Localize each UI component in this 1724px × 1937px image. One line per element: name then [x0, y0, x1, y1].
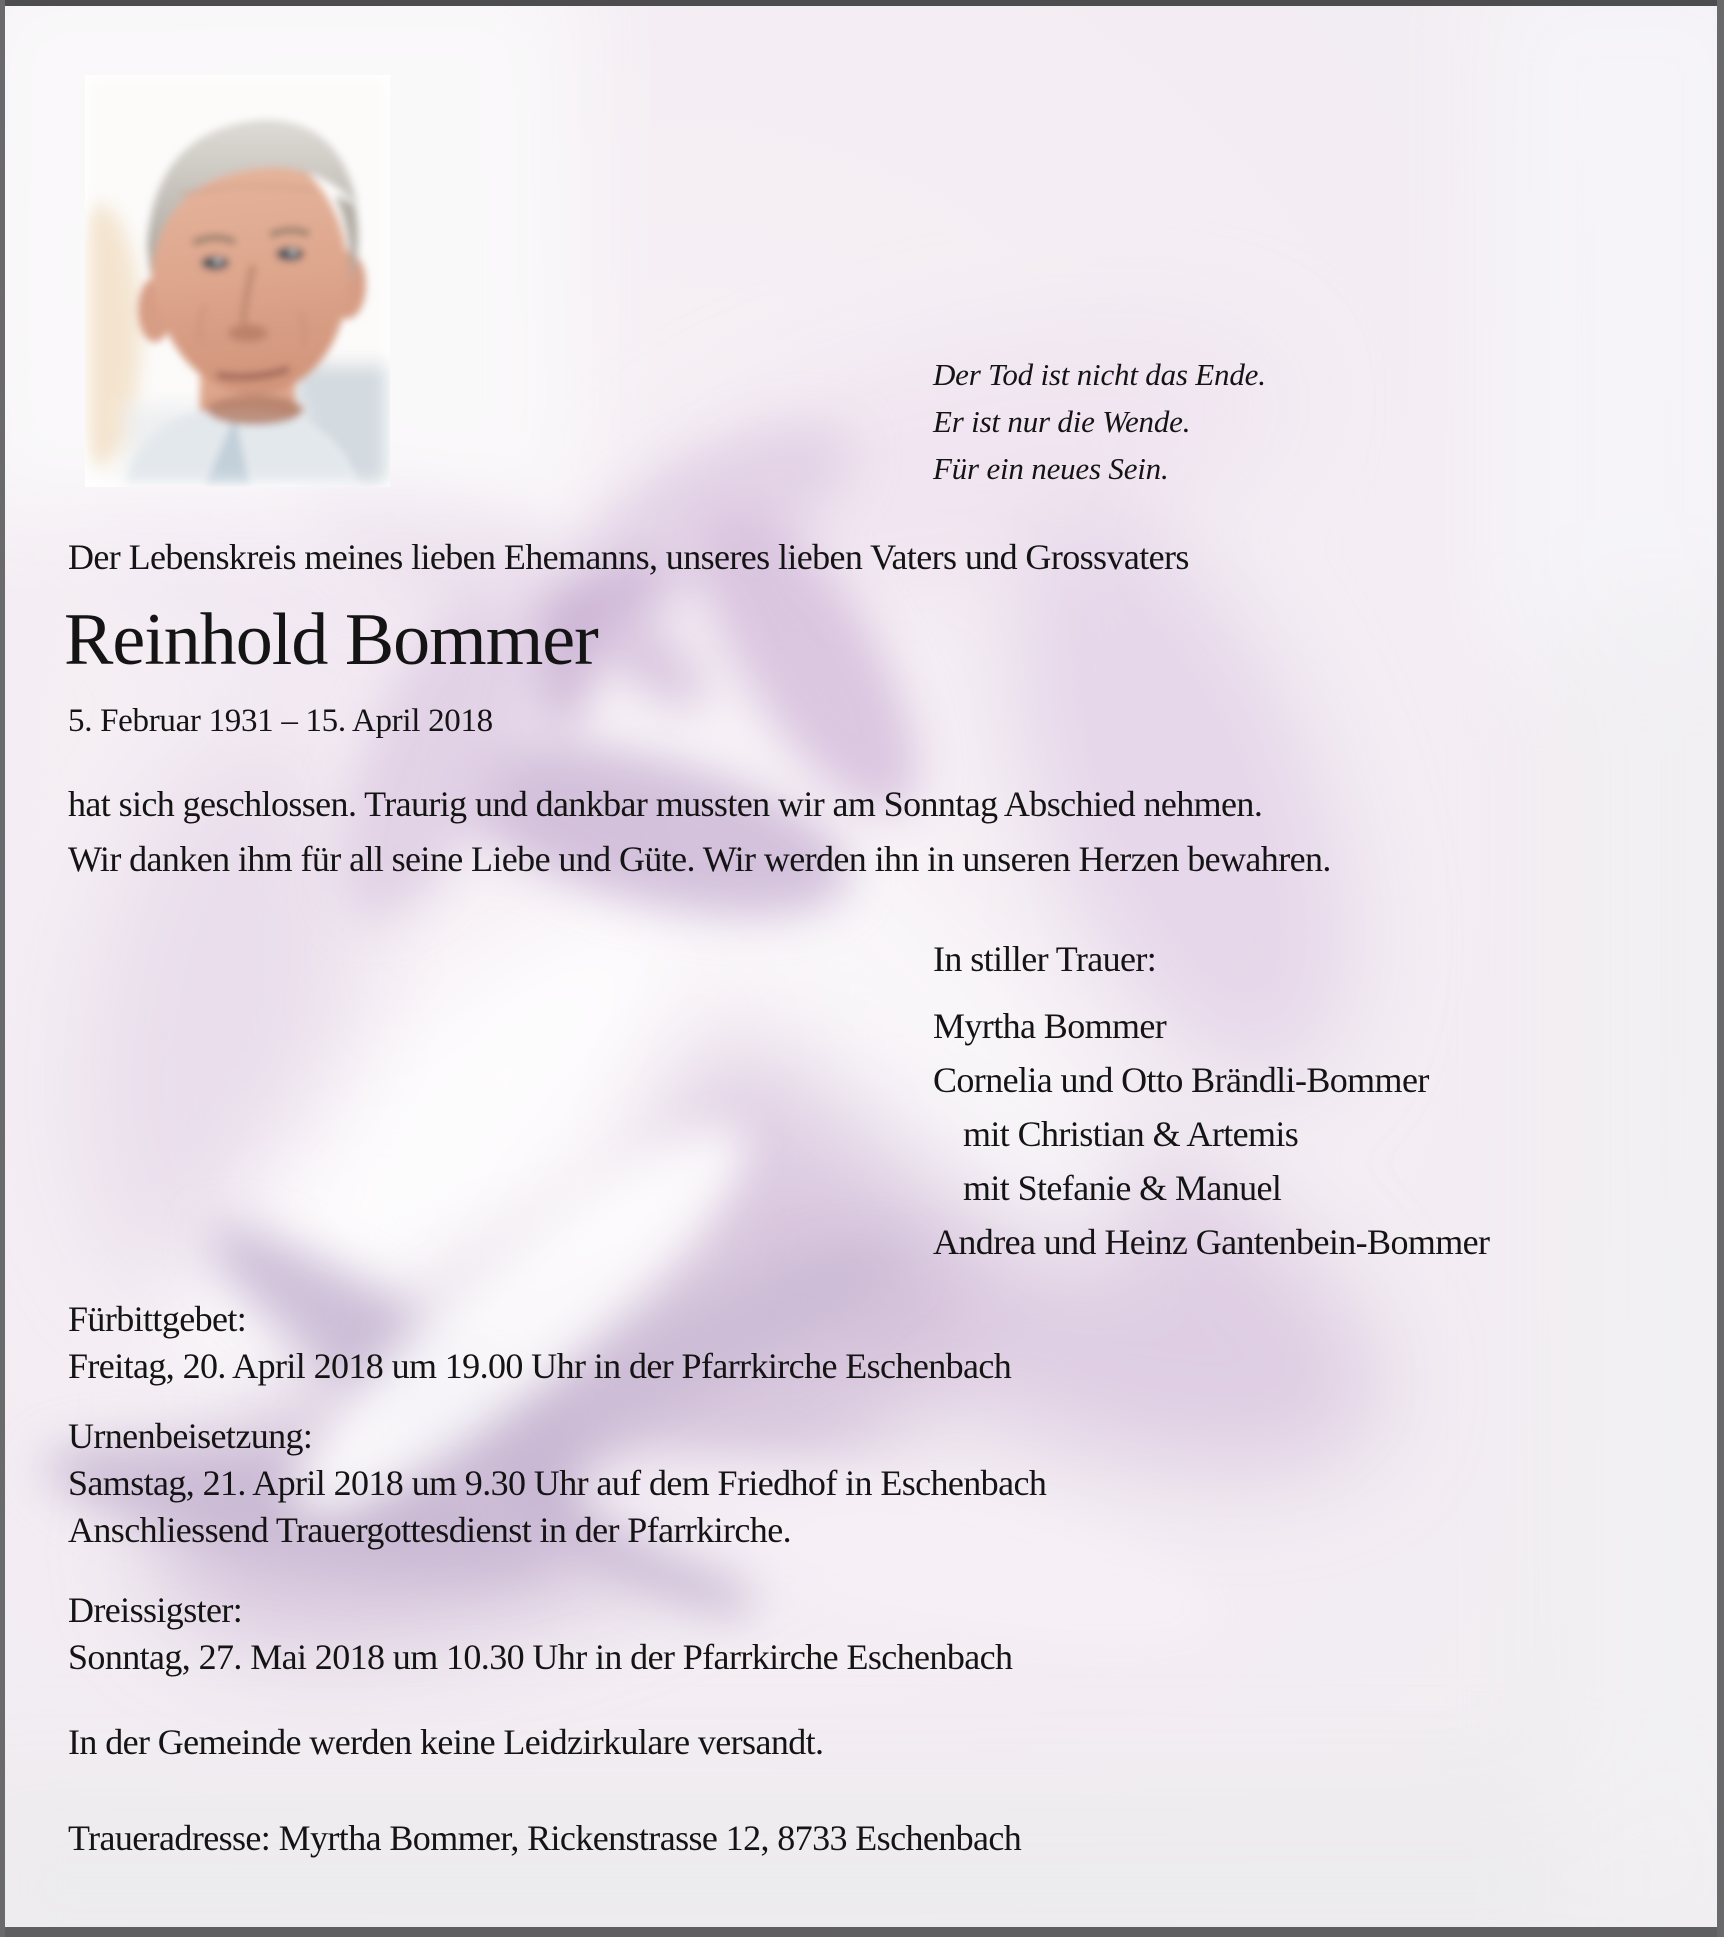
- mourners-list: [933, 999, 1489, 1269]
- scan-border-left: [0, 0, 5, 1937]
- mourner-name: Myrtha Bommer: [933, 1006, 1167, 1046]
- event-title: Dreissigster:: [68, 1590, 243, 1630]
- circular-note: In der Gemeinde werden keine Leidzirkulare versandt.: [68, 1722, 824, 1762]
- life-dates: 5. Februar 1931 – 15. April 2018: [68, 703, 493, 739]
- event-dreissigster: [68, 1587, 1012, 1681]
- event-title: Urnenbeisetzung:: [68, 1416, 313, 1456]
- obituary-line: hat sich geschlossen. Traurig und dankbar mussten wir am Sonntag Abschied nehmen.: [68, 784, 1263, 824]
- scan-border-top: [0, 0, 1724, 6]
- mourner-name: mit Christian & Artemis: [963, 1114, 1299, 1154]
- event-detail: Anschliessend Trauergottesdienst in der Pfarrkirche.: [68, 1510, 791, 1550]
- deceased-name: Reinhold Bommer: [64, 599, 598, 681]
- obituary-line: Wir danken ihm für all seine Liebe und Güte. Wir werden ihn in unseren Herzen bewahren.: [68, 839, 1331, 879]
- event-fuerbittgebet: [68, 1296, 1011, 1390]
- mourning-heading: In stiller Trauer:: [933, 939, 1157, 979]
- event-urnenbeisetzung: [68, 1413, 1046, 1554]
- mourner-name: Cornelia und Otto Brändli-Bommer: [933, 1060, 1429, 1100]
- event-detail: Samstag, 21. April 2018 um 9.30 Uhr auf dem Friedhof in Eschenbach: [68, 1463, 1047, 1503]
- scan-border-right: [1717, 0, 1724, 1937]
- mourner-name: mit Stefanie & Manuel: [963, 1168, 1282, 1208]
- mourner-name: Andrea und Heinz Gantenbein-Bommer: [933, 1222, 1490, 1262]
- mourning-address: Traueradresse: Myrtha Bommer, Rickenstrasse 12, 8733 Eschenbach: [68, 1818, 1022, 1858]
- obituary-paragraph: [68, 777, 1331, 887]
- portrait-photo: [85, 75, 390, 487]
- quote-line: Er ist nur die Wende.: [933, 404, 1191, 439]
- event-detail: Sonntag, 27. Mai 2018 um 10.30 Uhr in der Pfarrkirche Eschenbach: [68, 1637, 1013, 1677]
- quote-line: Für ein neues Sein.: [933, 451, 1169, 486]
- quote-line: Der Tod ist nicht das Ende.: [933, 357, 1266, 392]
- intro-text: Der Lebenskreis meines lieben Ehemanns, unseres lieben Vaters und Grossvaters: [68, 537, 1189, 577]
- event-title: Fürbittgebet:: [68, 1299, 247, 1339]
- memorial-quote: [933, 351, 1266, 492]
- event-detail: Freitag, 20. April 2018 um 19.00 Uhr in der Pfarrkirche Eschenbach: [68, 1346, 1012, 1386]
- scan-border-bottom: [0, 1927, 1724, 1937]
